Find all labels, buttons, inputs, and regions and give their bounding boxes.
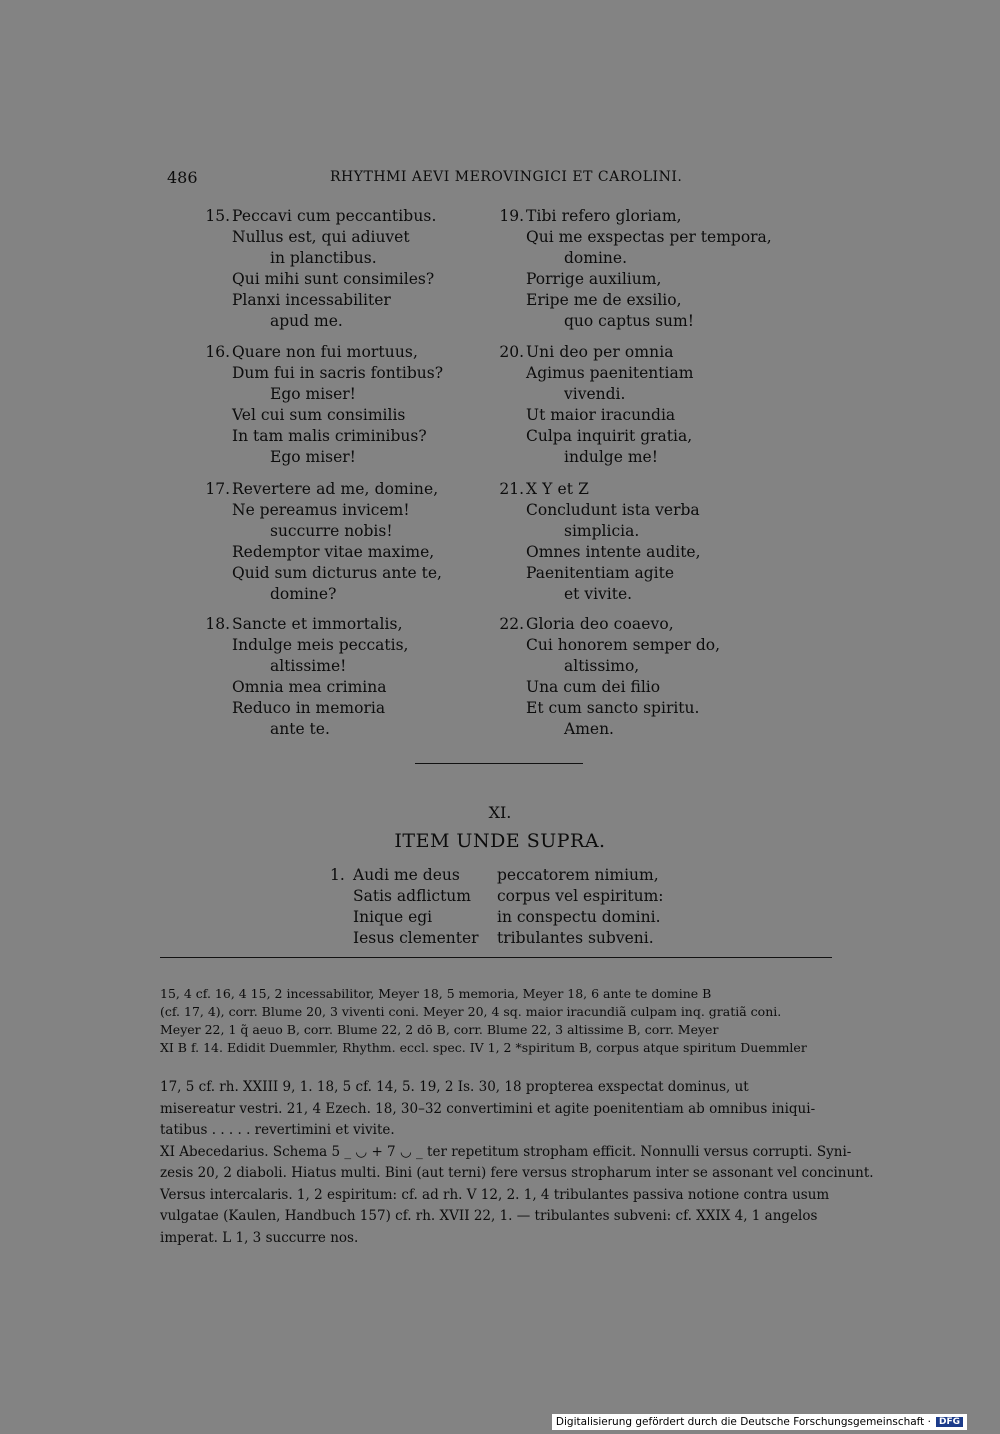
verse-text: succurre nobis! xyxy=(270,522,393,540)
verse-text: Revertere ad me, domine, xyxy=(232,480,439,498)
verse-text: Paenitentiam agite xyxy=(526,564,675,582)
stanza xyxy=(200,614,408,740)
xi-second-hemistichs xyxy=(497,865,664,949)
verse-line xyxy=(200,584,442,605)
section-title: ITEM UNDE SUPRA. xyxy=(394,830,606,852)
verse-text: Omnes intente audite, xyxy=(526,543,701,561)
verse-line xyxy=(494,614,720,635)
commentary-line: tatibus . . . . . revertimini et vivite. xyxy=(160,1122,395,1138)
digitization-footer xyxy=(552,1414,967,1430)
verse-line xyxy=(200,405,443,426)
stanza-number: 17. xyxy=(205,480,230,498)
stanza-number: 20. xyxy=(499,343,524,361)
verse-line xyxy=(494,521,701,542)
verse-text: Qui mihi sunt consimiles? xyxy=(232,270,435,288)
apparatus-line: 15, 4 cf. 16, 4 15, 2 incessabilitor, Meyer 18, 5 memoria, Meyer 18, 6 ante te domine B xyxy=(160,986,712,1001)
verse-text: vivendi. xyxy=(564,385,626,403)
apparatus-line: (cf. 17, 4), corr. Blume 20, 3 viventi coni. Meyer 20, 4 sq. maior iracundiã culpam inq. gratiã coni. xyxy=(160,1004,782,1019)
stanza xyxy=(494,479,701,605)
hemistich: Inique egi xyxy=(353,908,433,926)
hemistich: Audi me deus xyxy=(353,866,460,884)
verse-line xyxy=(494,206,772,227)
verse-text: apud me. xyxy=(270,312,343,330)
verse-line xyxy=(494,248,772,269)
commentary-line: Versus intercalaris. 1, 2 espiritum: cf. ad rh. V 12, 2. 1, 4 tribulantes passiva notione contra usum xyxy=(160,1186,830,1203)
stanza-number: 19. xyxy=(499,207,524,225)
verse-line xyxy=(494,363,693,384)
verse-line xyxy=(494,342,693,363)
verse-line xyxy=(200,563,442,584)
running-title: RHYTHMI AEVI MEROVINGICI ET CAROLINI. xyxy=(330,169,683,185)
verse-line xyxy=(200,290,437,311)
xi-first-hemistichs xyxy=(353,865,479,949)
apparatus-line: XI B f. 14. Edidit Duemmler, Rhythm. eccl. spec. IV 1, 2 *spiritum B, corpus atque spiritum Duemmler xyxy=(160,1040,807,1055)
verse-line xyxy=(200,521,442,542)
verse-text: Quid sum dicturus ante te, xyxy=(232,564,442,582)
verse-line xyxy=(494,635,720,656)
verse-text: Reduco in memoria xyxy=(232,699,386,717)
verse-text: Qui me exspectas per tempora, xyxy=(526,228,772,246)
verse-line xyxy=(200,342,443,363)
verse-line xyxy=(494,290,772,311)
verse-line xyxy=(200,311,437,332)
verse-text: Vel cui sum consimilis xyxy=(232,406,406,424)
verse-line xyxy=(200,635,408,656)
verse-line xyxy=(494,479,701,500)
verse-text: et vivite. xyxy=(564,585,633,603)
verse-line xyxy=(494,719,720,740)
verse-line xyxy=(200,248,437,269)
verse-text: Peccavi cum peccantibus. xyxy=(232,207,437,225)
xi-stanza-number: 1. xyxy=(330,866,345,884)
stanza-number: 22. xyxy=(499,615,524,633)
verse-text: Culpa inquirit gratia, xyxy=(526,427,693,445)
stanza xyxy=(494,614,720,740)
verse-text: Quare non fui mortuus, xyxy=(232,343,418,361)
verse-line xyxy=(494,426,693,447)
verse-line xyxy=(494,447,693,468)
commentary-line: vulgatae (Kaulen, Handbuch 157) cf. rh. XVII 22, 1. — tribulantes subveni: cf. XXIX 4, 1 angelos xyxy=(160,1208,818,1224)
verse-line xyxy=(200,614,408,635)
stanza xyxy=(200,342,443,468)
hemistich: tribulantes subveni. xyxy=(497,929,654,947)
verse-text: Tibi refero gloriam, xyxy=(526,207,682,225)
verse-text: ante te. xyxy=(270,720,330,738)
verse-text: quo captus sum! xyxy=(564,312,694,330)
verse-text: domine. xyxy=(564,249,627,267)
verse-text: Amen. xyxy=(564,720,614,738)
stanza-number: 18. xyxy=(205,615,230,633)
verse-text: domine? xyxy=(270,585,337,603)
apparatus-line: Meyer 22, 1 q̃ aeuo B, corr. Blume 22, 2 dō B, corr. Blume 22, 3 altissime B, corr. Meyer xyxy=(160,1022,719,1037)
hemistich: in conspectu domini. xyxy=(497,908,661,926)
verse-text: Ne pereamus invicem! xyxy=(232,501,410,519)
verse-line xyxy=(494,584,701,605)
stanza xyxy=(494,342,693,468)
verse-line xyxy=(200,447,443,468)
verse-line xyxy=(200,677,408,698)
verse-line xyxy=(494,500,701,521)
verse-text: Eripe me de exsilio, xyxy=(526,291,682,309)
verse-text: Porrige auxilium, xyxy=(526,270,662,288)
verse-text: Omnia mea crimina xyxy=(232,678,387,696)
hemistich: corpus vel espiritum: xyxy=(497,887,664,905)
verse-text: Uni deo per omnia xyxy=(526,343,674,361)
verse-line xyxy=(494,563,701,584)
verse-text: Nullus est, qui adiuvet xyxy=(232,228,410,246)
verse-text: altissimo, xyxy=(564,657,640,675)
hemistich: peccatorem nimium, xyxy=(497,866,659,884)
verse-line xyxy=(200,384,443,405)
verse-text: altissime! xyxy=(270,657,347,675)
verse-line xyxy=(200,500,442,521)
commentary-line: 17, 5 cf. rh. XXIII 9, 1. 18, 5 cf. 14, 5. 19, 2 Is. 30, 18 propterea exspectat dominus, ut xyxy=(160,1079,749,1095)
verse-text: Cui honorem semper do, xyxy=(526,636,720,654)
verse-line xyxy=(494,542,701,563)
verse-line xyxy=(494,405,693,426)
verse-line xyxy=(200,719,408,740)
verse-line xyxy=(494,227,772,248)
commentary-line: XI Abecedarius. Schema 5 _ ◡ + 7 ◡ _ ter repetitum stropham efficit. Nonnulli versus corrupti. Syni- xyxy=(160,1143,852,1160)
verse-text: Ego miser! xyxy=(270,448,356,466)
verse-line xyxy=(494,269,772,290)
section-divider xyxy=(415,763,583,764)
verse-text: Planxi incessabiliter xyxy=(232,291,391,309)
verse-line xyxy=(494,698,720,719)
verse-line xyxy=(494,311,772,332)
verse-line xyxy=(494,384,693,405)
page-number: 486 xyxy=(167,168,198,187)
section-numeral: XI. xyxy=(488,803,512,822)
verse-text: Dum fui in sacris fontibus? xyxy=(232,364,444,382)
verse-text: in planctibus. xyxy=(270,249,377,267)
verse-text: Et cum sancto spiritu. xyxy=(526,699,700,717)
verse-text: Redemptor vitae maxime, xyxy=(232,543,435,561)
verse-line xyxy=(494,656,720,677)
verse-line xyxy=(200,206,437,227)
verse-text: Una cum dei filio xyxy=(526,678,661,696)
verse-line xyxy=(200,479,442,500)
commentary-line: misereatur vestri. 21, 4 Ezech. 18, 30–32 convertimini et agite poenitentiam ab omnibus iniqui- xyxy=(160,1100,816,1117)
commentary-line: zesis 20, 2 diaboli. Hiatus multi. Bini (aut terni) fere versus stropharum inter se assonant vel concinunt. xyxy=(160,1165,874,1181)
verse-text: Concludunt ista verba xyxy=(526,501,700,519)
verse-text: simplicia. xyxy=(564,522,640,540)
verse-text: Ut maior iracundia xyxy=(526,406,676,424)
verse-line xyxy=(200,656,408,677)
hemistich: Iesus clementer xyxy=(353,929,479,947)
verse-text: indulge me! xyxy=(564,448,658,466)
stanza xyxy=(200,479,442,605)
footer-text: Digitalisierung gefördert durch die Deutsche Forschungsgemeinschaft · xyxy=(555,1416,931,1428)
verse-text: Sancte et immortalis, xyxy=(232,615,403,633)
verse-text: Indulge meis peccatis, xyxy=(232,636,409,654)
verse-text: X Y et Z xyxy=(526,480,590,498)
verse-text: Agimus paenitentiam xyxy=(526,364,694,382)
footnote-rule xyxy=(160,957,832,958)
stanza xyxy=(200,206,437,332)
verse-line xyxy=(200,698,408,719)
verse-line xyxy=(200,542,442,563)
commentary-line: imperat. L 1, 3 succurre nos. xyxy=(160,1229,359,1246)
verse-text: In tam malis criminibus? xyxy=(232,427,427,445)
dfg-logo: DFG xyxy=(936,1417,963,1427)
verse-line xyxy=(200,426,443,447)
verse-line xyxy=(494,677,720,698)
verse-text: Ego miser! xyxy=(270,385,356,403)
critical-apparatus xyxy=(160,985,807,1057)
stanza-number: 21. xyxy=(499,480,524,498)
stanza xyxy=(494,206,772,332)
stanza-number: 15. xyxy=(205,207,230,225)
verse-line xyxy=(200,227,437,248)
stanza-number: 16. xyxy=(205,343,230,361)
verse-line xyxy=(200,269,437,290)
verse-line xyxy=(200,363,443,384)
verse-text: Gloria deo coaevo, xyxy=(526,615,674,633)
hemistich: Satis adflictum xyxy=(353,887,471,905)
commentary-notes xyxy=(160,1077,874,1249)
